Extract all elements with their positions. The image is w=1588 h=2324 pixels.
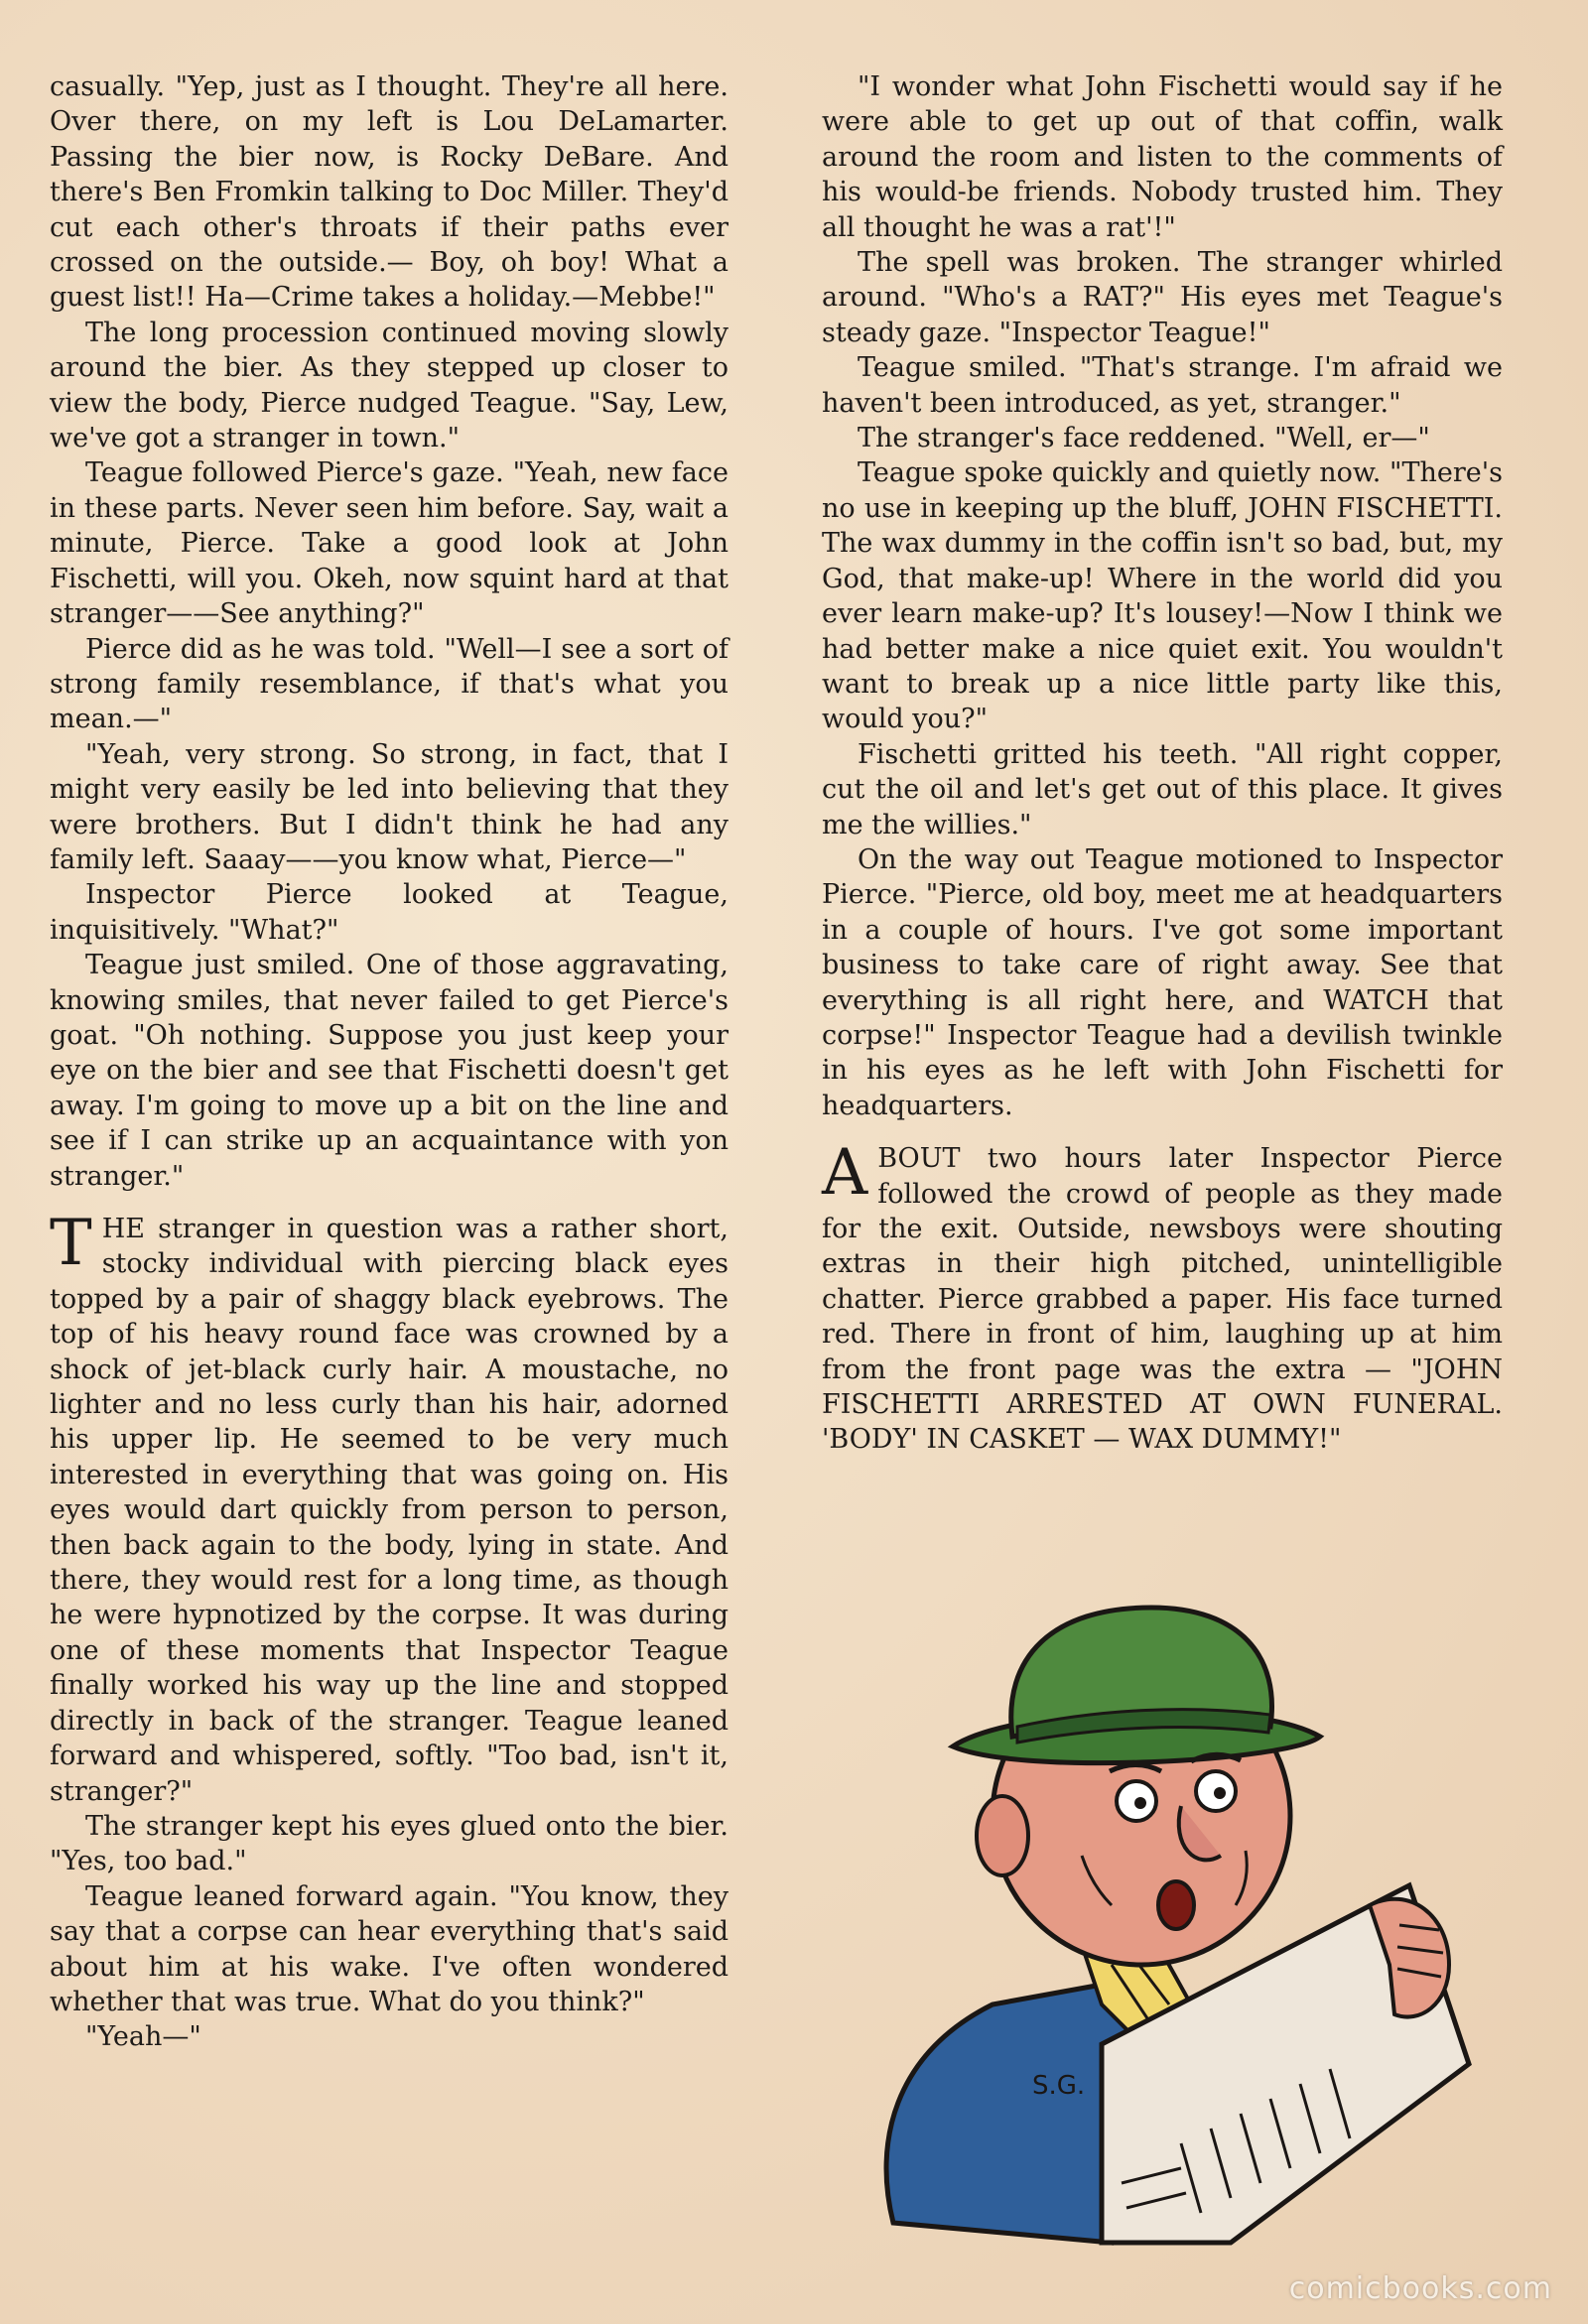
paragraph: Teague smiled. "That's strange. I'm afraid we haven't been introduced, as yet, stranger." (822, 352, 1503, 419)
paragraph: "Yeah—" (85, 2021, 201, 2053)
section-opening-paragraph: ABOUT two hours later Inspector Pierce followed the crowd of people as they made for the exit. Outside, newsboys were shouting extras in their high pitched, unintelligible chatter. Pierce grabbed a paper. His face turned red. There in front of him, laughing up at him from the front page was the extra — "JOHN FISCHETTI ARRESTED AT OWN FUNERAL. 'BODY' IN CASKET — WAX DUMMY!" (822, 1136, 1503, 1456)
man-reading-newspaper-illustration (854, 1588, 1509, 2262)
text-column-left (50, 69, 728, 2055)
artist-signature: S.G. (1032, 2071, 1086, 2101)
mouth-shape (1158, 1881, 1194, 1929)
paragraph: The spell was broken. The stranger whirled around. "Who's a RAT?" His eyes met Teague's steady gaze. "Inspector Teague!" (822, 247, 1503, 348)
paragraph: On the way out Teague motioned to Inspector Pierce. "Pierce, old boy, meet me at headquarters in a couple of hours. I've got some important business to take care of right away. See that everything is all right here, and WATCH that corpse!" Inspector Teague had a devilish twinkle in his eyes as he left with John Fischetti for headquarters. (822, 843, 1503, 1121)
paragraph: "Yeah, very strong. So strong, in fact, that I might very easily be led into believing that they were brothers. But I didn't think he had any family left. Saaay——you know what, Pierce—" (50, 738, 728, 875)
text-column-right (822, 69, 1503, 1458)
paragraph: Teague just smiled. One of those aggravating, knowing smiles, that never failed to get Pierce's goat. "Oh nothing. Suppose you just keep your eye on the bier and see that Fischetti doesn't get away. I'm going to move up a bit on the line and see if I can strike up an acquaintance with yon stranger." (50, 950, 728, 1192)
paragraph: Fischetti gritted his teeth. "All right copper, cut the oil and let's get out of this place. It gives me the willies." (822, 738, 1503, 840)
paragraph: The long procession continued moving slowly around the bier. As they stepped up closer to view the body, Pierce nudged Teague. "Say, Lew, we've got a stranger in town." (50, 317, 728, 454)
paragraph: Inspector Pierce looked at Teague, inquisitively. "What?" (50, 879, 728, 946)
paragraph: Pierce did as he was told. "Well—I see a sort of strong family resemblance, if that's what you mean.—" (50, 633, 728, 735)
ear-shape (977, 1796, 1028, 1875)
paragraph: Teague spoke quickly and quietly now. "There's no use in keeping up the bluff, JOHN FISCHETTI. The wax dummy in the coffin isn't so bad, but, my God, that make-up! Where in the world did you ever learn make-up? It's lousey!—Now I think we had better make a nice quiet exit. You wouldn't want to break up a nice little party like this, would you?" (822, 457, 1503, 735)
paragraph: The stranger's face reddened. "Well, er—" (858, 423, 1430, 454)
paragraph: casually. "Yep, just as I thought. They're all here. Over there, on my left is Lou DeLamarter. Passing the bier now, is Rocky DeBare. And there's Ben Fromkin talking to Doc Miller. They'd cut each other's throats if their paths ever crossed on the outside.— Boy, oh boy! What a guest list!! Ha—Crime takes a holiday.—Mebbe!" (50, 71, 728, 314)
paragraph: Teague followed Pierce's gaze. "Yeah, new face in these parts. Never seen him before. Say, wait a minute, Pierce. Take a good look at John Fischetti, will you. Okeh, now squint hard at that stranger——See anything?" (50, 457, 728, 630)
section-opening-paragraph: THE stranger in question was a rather short, stocky individual with piercing black eyes topped by a pair of shaggy black eyebrows. The top of his heavy round face was crowned by a shock of jet-black curly hair. A moustache, no lighter and no less curly than his hair, adorned his upper lip. He seemed to be very much interested in everything that was going on. His eyes would dart quickly from person to person, then back again to the body, lying in state. And there, they would rest for a long time, as though he were hypnotized by the corpse. It was during one of these moments that Inspector Teague finally worked his way up the line and stopped directly in back of the stranger. Teague leaned forward and whispered, softly. "Too bad, isn't it, stranger?" (50, 1207, 728, 1807)
illustration-drawing (854, 1588, 1509, 2262)
paragraph: The stranger kept his eyes glued onto the bier. "Yes, too bad." (50, 1810, 728, 1877)
paragraph: "I wonder what John Fischetti would say if he were able to get up out of that coffin, walk around the room and listen to the comments of his would-be friends. Nobody trusted him. They all thought he was a rat'!" (822, 71, 1503, 243)
site-watermark: comicbooks.com (1288, 2271, 1552, 2306)
paragraph: Teague leaned forward again. "You know, they say that a corpse can hear everything that's said about him at his wake. I've often wondered whether that was true. What do you think?" (50, 1880, 728, 2017)
